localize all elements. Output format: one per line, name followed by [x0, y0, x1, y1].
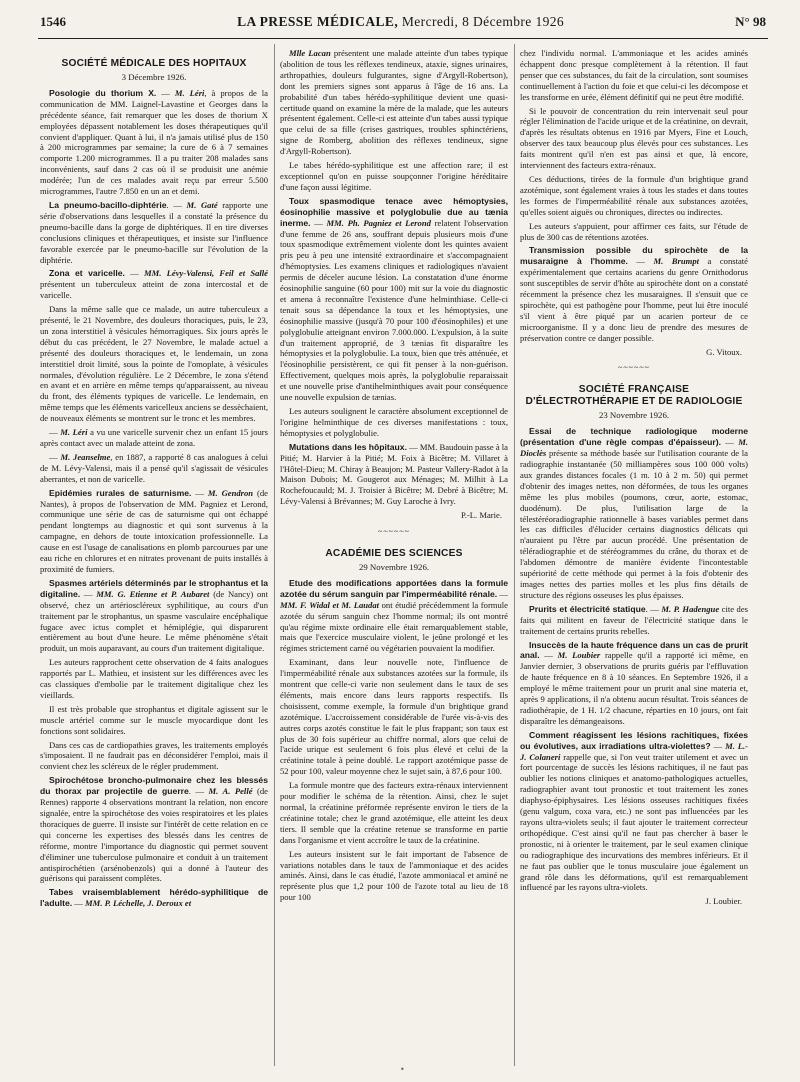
article-text: (de Nancy) ont observé, chez un artérioscléreux syphilitique, au cours d'un traitement par le strophantus, un spasme vasculaire encéphalique fugace avec ictus complet et hémiplégie, qui disparurent entièrement au bout d'une heure. Le même phénomène s'était produit, un mois auparavant, au cours d'un traitement digitalique.: [40, 588, 268, 654]
section-title-line-1: SOCIÉTÉ FRANÇAISE: [578, 384, 690, 396]
column-2: [280, 48, 508, 1068]
column-1: [40, 48, 268, 1068]
article-author: MM. F. Widal et M. Laudat: [280, 599, 380, 610]
article-paragraph: Etude des modifications apportées dans la formule azotée du sérum sanguin par l'imperméabilité rénale. — MM. F. Widal et M. Laudat ont étudié précédemment la formule azotée du sérum sanguin chez l'homme normal; ils ont montré qu'au régime mixte ordinaire elle était remarquablement stable, mais que l'exercice musculaire violent, le jeûne prolongé et les régimes strictement carné ou végétarien pouvaient la modifier.: [280, 577, 508, 654]
article-paragraph: Les auteurs rapprochent cette observation de 4 faits analogues rapportés par L. Mathieu, et insistent sur les différences avec les cas classiques d'embolie par le traitement digitalique chez les vieillards.: [40, 657, 268, 700]
article-author: M. Loubier: [557, 650, 601, 661]
article-text: , en 1887, a rapporté 8 cas analogues à celui de M. Lévy-Valensi, mais il a pensé qu'il s'agissait de vésicules aberrantes, et non de varicelle.: [40, 451, 268, 484]
article-text: présente sa méthode basée sur l'utilisation courante de la radiographie instantanée (50 milliampères sous 100 000 volts) aux grandes distances focales (1 m. 10 à 2 m. 50) qui permet d'obtenir des images nettes, non déformées, de tous les organes même les plus mobiles (poumons, cœur, aorte, estomac, duodénum). De plus, l'utilisation large de la télestéréoradiographie rationnelle à bases variables permet dans les cas difficiles d'élucider certains diagnostics délicats qui n'auraient pu l'être par aucun procédé. Une présentation de téléradiographie et de stéréogrammes du crâne, du thorax et de l'abdomen démontre de manière évidente l'incontestable supériorité de cette méthode qui permet à la fois d'obtenir des images nettes des parties molles et les plus fins détails de structure des régions osseuses les plus épaisses.: [520, 448, 748, 600]
article-paragraph: Les auteurs s'appuient, pour affirmer ces faits, sur l'étude de plus de 300 cas de rétentions azotées.: [520, 220, 748, 242]
article-text: a vu une varicelle survenir chez un enfant 15 jours après contact avec un malade atteint de zona.: [40, 427, 268, 448]
article-text: (de Rennes) rapporte 4 observations montrant la relation, non encore signalée, entre la spirochétose des voies respiratoires et les plaies thoraciques de guerre. Il insiste sur l'intérêt de cette relation en ce qui concerne les expertises des blessés dans les centres de réforme, montre l'importance du diagnostic qui permet souvent d'éliminer une tuberculose pulmonaire et conduit à un traitement antispirochétien (arsénobenzols) qui a donné à l'auteur des guérisons qui paraissent complètes.: [40, 786, 268, 884]
section-title: ACADÉMIE DES SCIENCES: [325, 547, 463, 559]
section-date: 23 Novembre 1926.: [598, 410, 670, 421]
article-author: M. Jeanselme: [60, 451, 111, 462]
article-title: Posologie du thorium X.: [49, 87, 157, 98]
article-paragraph: Dans la même salle que ce malade, un autre tuberculeux a présenté, le 21 Novembre, des douleurs thoraciques, puis, le 23, un zona interstitiel à vésicules hémorragiques. Six jours après le début du cas précédent, le 27 Novembre, le malade actuel a présenté des douleurs thoraciques et, le lendemain, un zona interstitiel droit limité, sous la pointe de l'omoplate, à vésicules normales, d'évolution régulière. Le 2 Décembre, le zona s'étend en avant et en arrière en même temps qu'apparaissent, au niveau du front, des éléments typiques de varicelle. Le lendemain, en même temps que les éléments varicelleux anciens se dessèchaient, de nouveaux éléments se montrent sur le tronc et les membres.: [40, 304, 268, 424]
running-head: [40, 14, 766, 36]
column-divider: [274, 44, 275, 1066]
article-paragraph: Ces déductions, tirées de la formule d'un brightique grand azotémique, sont également vraies à tous les stades et dans toutes les formes de l'imperméabilité rénale aux substances azotées, qu'elles soient aiguës ou chroniques, directes ou indirectes.: [520, 173, 748, 217]
article-paragraph: Les auteurs soulignent le caractère absolument exceptionnel de l'origine helminthique de ces diverses manifestations : toux, hémoptysies et polyglobulie.: [280, 406, 508, 438]
article-author: M. Léri: [60, 427, 88, 438]
issue-date: Mercredi, 8 Décembre 1926: [401, 14, 565, 29]
article-paragraph: Les auteurs insistent sur le fait important de l'absence de variations notables dans le taux de l'ammoniaque et des acides aminés. Ainsi, dans le cas étudié, l'azote ammoniacal et aminé ne représente plus que 1,2 pour 100 de l'azote total au lieu de 18 pour 100: [280, 848, 508, 903]
article-title: Zona et varicelle.: [49, 268, 125, 279]
article-paragraph: Il est très probable que strophantus et digitale agissent sur le muscle artériel comme sur le muscle myocardique dont les fonctions sont solidaires.: [40, 703, 268, 736]
article-paragraph: Spirochétose broncho-pulmonaire chez les blessés du thorax par projectile de guerre. — M. A. Pellé (de Rennes) rapporte 4 observations montrant la relation, non encore signalée, entre la spirochétose des voies respiratoires et les plaies thoraciques de guerre. Il insiste sur l'intérêt de cette relation en ce qui concerne les expertises des blessés dans les centres de réforme, montre l'importance du diagnostic qui permet souvent d'éliminer une tuberculose pulmonaire et conduit à un traitement antispirochétien (arsénobenzols) qui a donné à l'auteur des guérisons qui paraissent complètes.: [40, 775, 268, 884]
journal-header: [237, 14, 564, 30]
article-title: Transmission possible du spirochète de la musaraigne à l'homme.: [520, 245, 748, 267]
article-paragraph: La formule montre que des facteurs extra-rénaux interviennent pour modifier le schéma de la rétention. Ainsi, chez le sujet normal, la créatinine préformée représente environ le tiers de la créatinine totale; chez le grand azotémique, elle atteint les deux tiers. Il semble que la créatine retenue se transforme en partie dans l'organisme et vient accroître le taux de la créatinine.: [280, 780, 508, 845]
header-rule: [38, 38, 768, 39]
article-paragraph: Examinant, dans leur nouvelle note, l'influence de l'imperméabilité rénale aux substances azotées sur la formule, ils montrent que celle-ci varie non seulement dans le taux de ses éléments, mais encore dans leurs rapports respectifs. Ils choisissent, comme exemple, la formule d'un brightique grand azotémique. L'accroissement considérable de l'urée vis-à-vis des autres corps azotés constitue le fait le plus frappant; son taux est plus de 30 fois supérieur au chiffre normal, alors que celui de l'acide urique est seulement 6 fois plus élevé et celui de la créatinine totale à peine doublé. Le rapport azotémique passe de 52 pour 100, valeur moyenne chez le sujet sain, à 87,6 pour 100.: [280, 657, 508, 777]
article-author: MM. P. Léchelle, J. Deroux et: [85, 898, 192, 909]
article-author: M. Léri: [174, 87, 205, 98]
article-paragraph: Tabes vraisemblablement hérédo-syphilitique de l'adulte. — MM. P. Léchelle, J. Deroux et: [40, 887, 268, 909]
article-text: cite des faits qui militent en faveur de l'électricité statique dans le traitement de certains prurits rebelles.: [520, 603, 748, 636]
article-title: Comment réagissent les lésions rachitiques, fixées ou évolutives, aux irradiations ultra-violettes?: [520, 729, 748, 751]
article-author: MM. Ph. Pagniez et Lerond: [326, 217, 431, 228]
article-text: (de Nantes), à propos de l'observation de MM. Pagniez et Lerond, communique une série de cas de saturnisme qui ont échappé pendant longtemps au diagnostic et qui sont survenus à la campagne, en dehors de toute intoxication professionnelle. La cause en est l'usage de canalisations en plomb parcourues par une eau riche en chlorures et en nitrates provenant de puits installés à proximité de fumiers.: [40, 487, 268, 574]
column-3: [520, 48, 748, 1068]
article-title: Mutations dans les hôpitaux.: [289, 441, 407, 452]
article-text: rappelle que, si l'on veut traiter utilement et avec un fort pourcentage de succès les lésions rachitiques, il ne faut pas oublier les notions cliniques et anatomo-pathologiques actuelles, radiographier avant tout pronostic et tout traitement les zones diaphyso-épiphysaires. Les lésions osseuses rachitiques fixées (genu valgum, coxa vara, etc.) ne sont pas influencées par les rayons ultra-violets seuls; il faut ajouter le traitement correcteur orthopédique. C'est ainsi qu'il ne faut pas chercher à baser le pronostic, ni à orienter le traitement, par le seul examen clinique ou radiographique des incurvations des membres inférieurs. Et il ne faut pas oublier que le tonus musculaire joue également un grand rôle dans les déformations, qu'il est remarquablement influencé par les rayons ultra-violets.: [520, 751, 748, 893]
article-author: M. A. Pellé: [208, 786, 253, 797]
page-number: 1546: [40, 14, 66, 29]
article-title: Epidémies rurales de saturnisme.: [49, 487, 192, 498]
article-paragraph: Dans ces cas de cardiopathies graves, les traitements employés s'imposaient. Il ne faudrait pas en déconsidérer l'emploi, mais il convient chez les scléreux de le régler prudemment.: [40, 739, 268, 772]
article-paragraph: Spasmes artériels déterminés par le strophantus et la digitaline. — MM. G. Etienne et P. Aubaret (de Nancy) ont observé, chez un artérioscléreux syphilitique, au cours d'un traitement par le strophantus, un spasme vasculaire encéphalique fugace avec ictus complet et hémiplégie, qui disparurent entièrement au bout d'une heure. Le même phénomène s'était produit, un mois auparavant, au cours d'un traitement digitalique.: [40, 577, 268, 654]
article-paragraph: Epidémies rurales de saturnisme. — M. Gendron (de Nantes), à propos de l'observation de MM. Pagniez et Lerond, communique une série de cas de saturnisme qui ont échappé pendant longtemps au diagnostic et qui sont survenus à la campagne, en dehors de toute intoxication professionnelle. La cause en est l'usage de canalisations en plomb parcourues par une eau riche en chlorures et en nitrates provenant de puits installés à proximité de fumiers.: [40, 487, 268, 574]
article-text: présentent une malade atteinte d'un tabes typique (abolition de tous les réflexes tendineux, ataxie, signes urinaires, arthropathies, douleurs fulgurantes, signe d'Argyll-Robertson), dont les premiers signes sont apparus à l'âge de 16 ans. La probabilité d'un tabes hérédo-syphilitique devient une quasi-certitude quand on examine la mère de la malade, que les auteurs présentent également. Celle-ci est atteinte d'un tabes aussi typique que celui de sa fille (crises gastriques, troubles sphinctériens, signe de Romberg, abolition des réflexes tendineux, signe d'Argyll-Robertson).: [280, 48, 508, 157]
article-author: Mlle Lacan: [289, 48, 331, 58]
article-author: MM. Lévy-Valensi, Feil et Sallé: [143, 268, 268, 279]
article-paragraph: Posologie du thorium X. — M. Léri, à propos de la communication de MM. Laignel-Lavastine et Georges dans la précédente séance, fait remarquer que les doses de thorium X employées dépassent notablement les doses thérapeutiques qu'il convient d'appliquer. Quant à lui, il n'a jamais utilisé plus de 150 à 200 microgrammes par semaine; la cure de 6 à 7 semaines comporte 1.200 microgrammes. Il a pu traiter 208 malades sans inconvénients, sauf dans 2 cas où il se produisit une anémie modérée; l'un de ces malades avait reçu par erreur 5.500 microgrammes, l'autre 7.850 en un an et demi.: [40, 87, 268, 197]
article-text: — MM. Baudouin passe à la Pitié; M. Harvier à la Pitié; M. Foix à Bicêtre; M. Villaret à l'Hôtel-Dieu; M. Chiray à Beaujon; M. Pasteur Vallery-Radot à la Maison Dubois; M. Gougerot aux Ménages; M. Milhit à La Rochefoucauld; M. J. Troisier à Bicêtre; M. Debré à Bicêtre; M. Lévy-Valensi à Brévannes; M. Guy Laroche à Ivry.: [280, 441, 508, 507]
article-paragraph: Essai de technique radiologique moderne (présentation d'une règle compas d'épaisseur). — M. Dioclès présente sa méthode basée sur l'utilisation courante de la radiographie instantanée (50 milliampères sous 100 000 volts) aux grandes distances focales (1 m. 10 à 2 m. 50) qui permet d'obtenir des images nettes, non déformées, de tous les organes même les plus mobiles (poumons, cœur, aorte, estomac, duodénum). De plus, l'utilisation large de la télestéréoradiographie rationnelle à bases variables permet dans les cas difficiles d'élucider certains diagnostics délicats qui n'auraient pu l'être par aucun procédé. Une présentation de téléradiographie et de stéréogrammes du crâne, du thorax et de l'abdomen démontre de manière évidente l'incontestable supériorité de cette méthode qui permet à la fois d'obtenir des images nettes des parties molles et les plus fins détails de structure des régions osseuses les plus épaisses.: [520, 426, 748, 600]
article-author: M. P. Hadengue: [661, 603, 720, 614]
article-author: M. Gaté: [186, 199, 218, 210]
article-text: a constaté expérimentalement que certains acariens du genre Ornithodorus sont susceptibles de servir d'hôte au spirochète dont on a constaté récemment la présence chez les musaraignes. Il s'ensuit que ce spirochète, qui est pathogène pour l'homme, peut lui être inoculé s'il vient à être piqué par un acarien porteur de ce microorganisme. Il y a donc lieu de prendre des mesures de préservation contre ce danger possible.: [520, 256, 748, 343]
article-text: relatent l'observation d'une femme de 26 ans, souffrant depuis plusieurs mois d'une toux spasmodique extrêmement violente dont les quintes avaient pris peu à peu une intensité extraordinaire et s'accompagnaient d'hémoptysies. Les examens cliniques et radiologiques n'avaient permis de déceler aucune lésion. La constatation d'une énorme éosinophilie sanguine (60 pour 100) mit sur la voie du diagnostic et amena à reconnaître l'existence d'une helminthiase. Celle-ci tenait sous sa dépendance la toux et les hémoptysies, une éosinophilie massive (jusqu'à 70 pour 100 d'éosinophiles) et une polyglobulie atteignant environ 7.000.000. L'expulsion, à la suite d'un traitement approprié, de 3 tænias fit disparaître les hémoptysies et la polyglobulie. La toux, bien que très atténuée, et l'éosinophilie persistèrent, ce qui fit penser à la non-guérison. Effectivement, quelques mois après, la polyglobulie reparaissait et une nouvelle prise d'antihelminthiques avait pour conséquence une nouvelle expulsion de tænias.: [280, 217, 508, 403]
column-divider: [514, 44, 515, 1066]
article-title: Toux spasmodique tenace avec hémoptysies, éosinophilie massive et polyglobulie due au tænia inerme.: [280, 195, 508, 228]
signature: J. Loubier.: [705, 896, 742, 907]
section-title: [520, 384, 748, 408]
footer-mark: •: [400, 1065, 405, 1074]
article-title: Prurits et électricité statique: [529, 603, 646, 614]
article-author: M. Dioclès: [520, 437, 748, 459]
section-title: SOCIÉTÉ MÉDICALE DES HOPITAUX: [61, 58, 247, 69]
section-date: 29 Novembre 1926.: [358, 561, 430, 572]
signature: G. Vitoux.: [706, 346, 742, 357]
section-date: 3 Décembre 1926.: [121, 72, 187, 82]
article-paragraph: [280, 442, 508, 507]
article-paragraph: — M. Jeanselme, en 1887, a rapporté 8 cas analogues à celui de M. Lévy-Valensi, mais il a pensé qu'il s'agissait de vésicules aberrantes, et non de varicelle.: [40, 451, 268, 484]
article-title: Spirochétose broncho-pulmonaire chez les blessés du thorax par projectile de guerre: [40, 775, 268, 797]
article-title: La pneumo-bacillo-diphtérie: [49, 199, 167, 210]
article-title: Etude des modifications apportées dans la formule azotée du sérum sanguin par l'imperméabilité rénale.: [280, 577, 508, 599]
journal-title: LA PRESSE MÉDICALE,: [237, 14, 399, 29]
article-paragraph: La pneumo-bacillo-diphtérie. — M. Gaté rapporte une série d'observations dans lesquelles il a constaté la présence du pneumo-bacille dans la gorge de diphtériques. Il en tire diverses conclusions cliniques et thérapeutiques, et insiste sur l'influence favorable exercée par le pneumo-bacille sur l'évolution de la diphtérie.: [40, 199, 268, 265]
article-text: présentent un tuberculeux atteint de zona intercostal et de varicelle.: [40, 279, 268, 301]
article-paragraph: chez l'individu normal. L'ammoniaque et les acides aminés échappent donc presque complètement à la rétention. Il faut penser que ces substances, du fait de la circulation, sont soumises continuellement à l'action du foie et que celui-ci les décompose et les transforme en urée, élément définitif qui ne peut être modifié.: [520, 48, 748, 102]
article-paragraph: Zona et varicelle. — MM. Lévy-Valensi, Feil et Sallé présentent un tuberculeux atteint de zona intercostal et de varicelle.: [40, 268, 268, 301]
article-paragraph: Si le pouvoir de concentration du rein intervenait seul pour régler l'élimination de l'acide urique et de la créatinine, on devrait, d'après les résultats obtenus en 1916 par Myers, Fine et Louch, observer des taux beaucoup plus élevés pour ces substances. Les faits montrent qu'il n'en est pas ainsi et que, là encore, interviennent des facteurs extra-rénaux.: [520, 105, 748, 171]
article-title: Tabes vraisemblablement hérédo-syphilitique de l'adulte.: [40, 887, 268, 909]
issue-number: N° 98: [735, 14, 766, 29]
article-title: Spasmes artériels déterminés par le strophantus et la digitaline.: [40, 577, 268, 599]
article-author: M. Gendron: [207, 487, 254, 498]
article-text: rappelle qu'il a rapporté ici même, en Janvier dernier, 3 observations de prurits guéris par l'effluvation de haute fréquence en 8 à 10 séances. En Septembre 1926, il a employé le même traitement pour un prurit anal sine materia et, après 9 applications, il n'a obtenu aucun résultat. Trois séances de radiothérapie, de 1 H. 1/2 chacune, réparties en 10 jours, ont fait disparaître les démangeaisons.: [520, 650, 748, 726]
article-paragraph: Transmission possible du spirochète de la musaraigne à l'homme. — M. Brumpt a constaté expérimentalement que certains acariens du genre Ornithodorus sont susceptibles de servir d'hôte au spirochète dont on a constaté récemment la présence chez les musaraignes. Il s'ensuit que ce spirochète, qui est pathogène pour l'homme, peut lui être inoculé s'il vient à être piqué par un acarien porteur de ce microorganisme. Il y a donc lieu de prendre des mesures de préservation contre ce danger possible.: [520, 245, 748, 343]
signature: P.-L. Marie.: [460, 510, 502, 521]
article-author: M. L.-J. Colaneri: [520, 740, 748, 762]
article-paragraph: — M. Léri a vu une varicelle survenir chez un enfant 15 jours après contact avec un malade atteint de zona.: [40, 427, 268, 448]
section-ornament: ~~~~~~: [618, 363, 650, 373]
article-title: Insuccès de la haute fréquence dans un cas de prurit anal.: [520, 639, 748, 661]
article-paragraph: Toux spasmodique tenace avec hémoptysies, éosinophilie massive et polyglobulie due au tænia inerme. — MM. Ph. Pagniez et Lerond relatent l'observation d'une femme de 26 ans, souffrant depuis plusieurs mois d'une toux spasmodique extrêmement violente dont les quintes avaient pris peu à peu une intensité extraordinaire et s'accompagnaient d'hémoptysies. Les examens cliniques et radiologiques n'avaient permis de déceler aucune lésion. La constatation d'une énorme éosinophilie sanguine (60 pour 100) mit sur la voie du diagnostic et amena à reconnaître l'existence d'une helminthiase. Celle-ci tenait sous sa dépendance la toux et les hémoptysies, une éosinophilie massive (jusqu'à 70 pour 100 d'éosinophiles) et une polyglobulie atteignant environ 7.000.000. L'expulsion, à la suite d'un traitement approprié, de 3 tænias fit disparaître les hémoptysies et la polyglobulie. La toux, bien que très atténuée, et l'éosinophilie persistèrent, ce qui fit penser à la non-guérison. Effectivement, quelques mois après, la polyglobulie reparaissait et une nouvelle prise d'antihelminthiques avait pour conséquence une nouvelle expulsion de tænias.: [280, 195, 508, 403]
article-paragraph: [280, 48, 508, 157]
article-paragraph: Le tabes hérédo-syphilitique est une affection rare; il est exceptionnel qu'on en puisse soupçonner l'origine héréditaire d'une façon aussi légitime.: [280, 160, 508, 192]
section-ornament: ~~~~~~: [378, 527, 410, 537]
article-text: ont étudié précédemment la formule azotée du sérum sanguin chez l'homme normal; ils ont montré qu'au régime mixte ordinaire elle était remarquablement stable, mais que l'exercice musculaire violent, le jeûne prolongé et les régimes strictement carné ou végétarien pouvaient la modifier.: [280, 599, 508, 654]
article-text: , à propos de la communication de MM. Laignel-Lavastine et Georges dans la précédente séance, fait remarquer que les doses de thorium X employées dépassent notablement les doses thérapeutiques qu'il convient d'appliquer. Quant à lui, il n'a jamais utilisé plus de 150 à 200 microgrammes par semaine; la cure de 6 à 7 semaines comporte 1.200 microgrammes. Il a pu traiter 208 malades sans inconvénients, sauf dans 2 cas où il se produisit une anémie modérée; l'un de ces malades avait reçu par erreur 5.500 microgrammes, l'autre 7.850 en un an et demi.: [40, 87, 268, 197]
article-author: MM. G. Etienne et P. Aubaret: [96, 588, 210, 599]
article-paragraph: Comment réagissent les lésions rachitiques, fixées ou évolutives, aux irradiations ultra-violettes? — M. L.-J. Colaneri rappelle que, si l'on veut traiter utilement et avec un fort pourcentage de succès les lésions rachitiques, il ne faut pas oublier les notions cliniques et anatomo-pathologiques actuelles, radiographier avant tout pronostic et tout traitement les zones diaphyso-épiphysaires. Les lésions osseuses rachitiques fixées (genu valgum, coxa vara, etc.) ne sont pas influencées par les rayons ultra-violets seuls; il faut ajouter le traitement correcteur orthopédique. C'est ainsi qu'il ne faut pas chercher à baser le pronostic, ni à orienter le traitement, par le seul examen clinique ou radiographique des incurvations des membres inférieurs. Et il ne faut pas oublier que le tonus musculaire joue également un grand rôle dans les déformations, qu'il est remarquablement influencé par les rayons ultra-violets.: [520, 729, 748, 893]
article-author: M. Brumpt: [653, 256, 700, 267]
article-title: Essai de technique radiologique moderne (présentation d'une règle compas d'épaisseur).: [520, 426, 748, 448]
section-title-line-2: D'ÉLECTROTHÉRAPIE ET DE RADIOLOGIE: [525, 396, 743, 408]
article-paragraph: Prurits et électricité statique. — M. P. Hadengue cite des faits qui militent en faveur de l'électricité statique dans le traitement de certains prurits rebelles.: [520, 603, 748, 636]
article-text: rapporte une série d'observations dans lesquelles il a constaté la présence du pneumo-bacille dans la gorge de diphtériques. Il en tire diverses conclusions cliniques et thérapeutiques, et insiste sur l'influence favorable exercée par le pneumo-bacille sur l'évolution de la diphtérie.: [40, 199, 268, 265]
article-paragraph: Insuccès de la haute fréquence dans un cas de prurit anal. — M. Loubier rappelle qu'il a rapporté ici même, en Janvier dernier, 3 observations de prurits guéris par l'effluvation de haute fréquence en 8 à 10 séances. En Septembre 1926, il a employé le même traitement pour un prurit anal sine materia et, après 9 applications, il n'a obtenu aucun résultat. Trois séances de radiothérapie, de 1 H. 1/2 chacune, réparties en 10 jours, ont fait disparaître les démangeaisons.: [520, 639, 748, 726]
